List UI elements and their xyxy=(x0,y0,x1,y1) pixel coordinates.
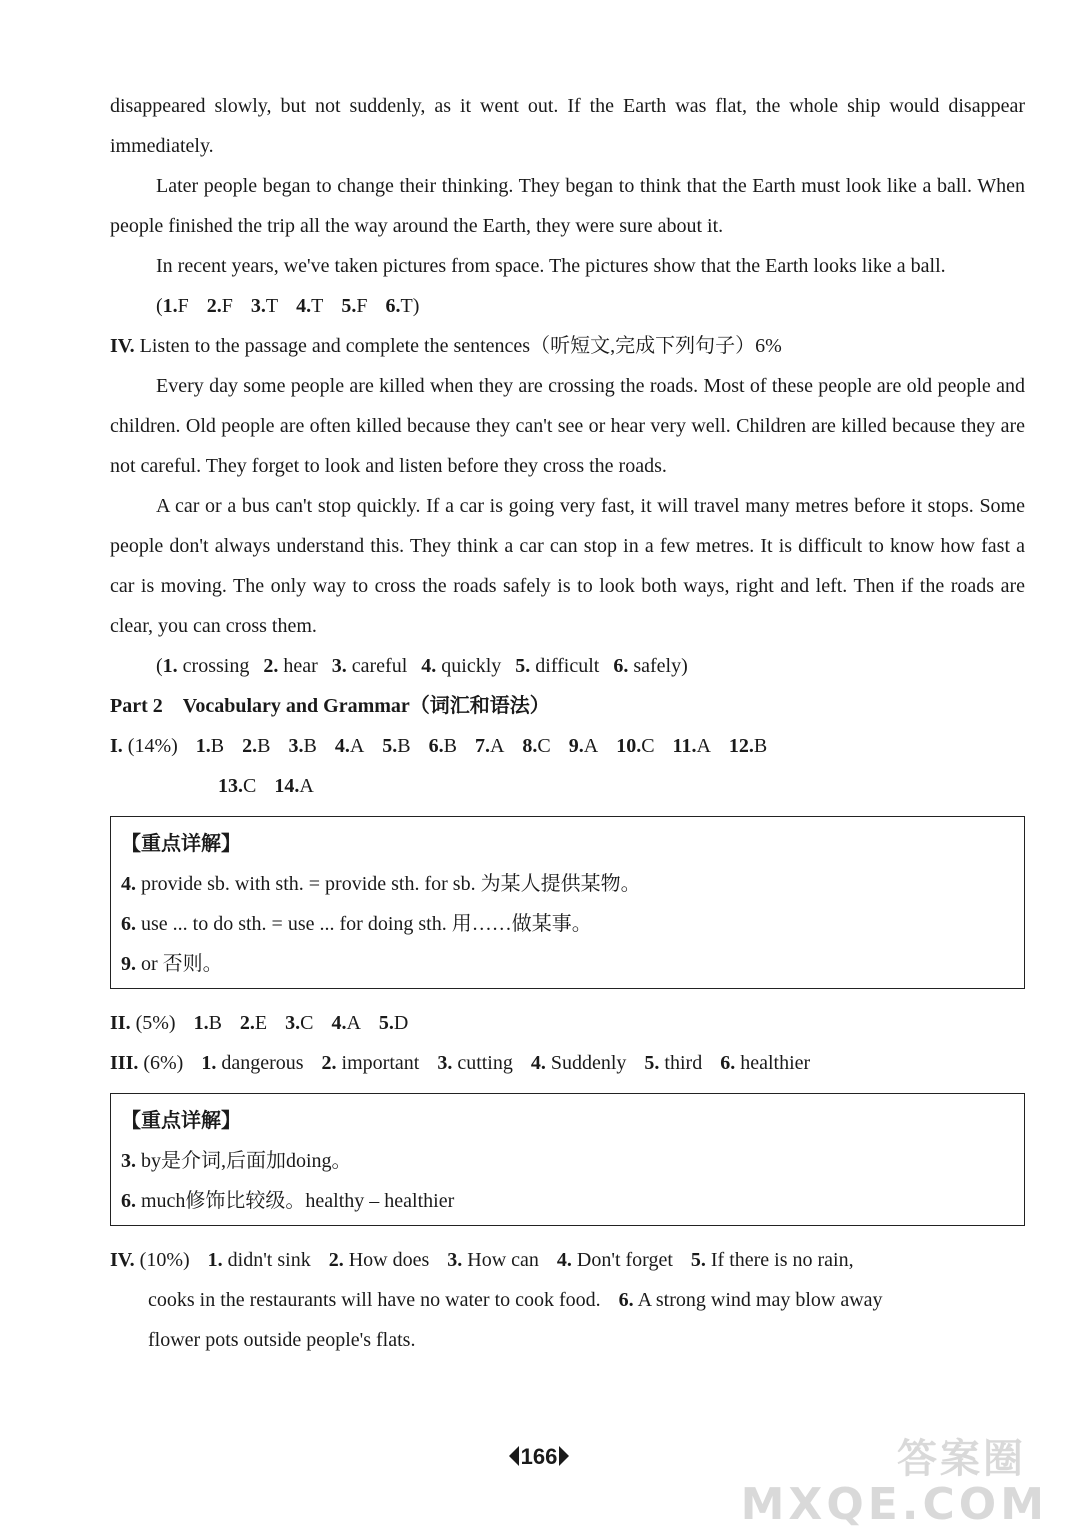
answer-num: 2. xyxy=(263,655,279,677)
answer-num: 5. xyxy=(690,1249,706,1271)
answer-value: C xyxy=(641,735,655,757)
answer-value: B xyxy=(753,735,768,757)
answer-value: C xyxy=(537,735,551,757)
item-num: 6. xyxy=(121,1190,136,1212)
answer-num: 3. xyxy=(288,735,304,757)
left-triangle-icon xyxy=(509,1446,519,1466)
answer-num: 5. xyxy=(382,735,398,757)
part2-section-iv-answers-cont2 xyxy=(110,1320,1025,1360)
answer-num: 5. xyxy=(515,655,531,677)
item-num: 4. xyxy=(121,873,136,895)
answer-num: 3. xyxy=(447,1249,463,1271)
paragraph-crossing-roads: Every day some people are killed when they are crossing the roads. Most of these people are old people and children. Old people are often killed because they can't see or hear very well. Children are killed because they are not careful. They forget to look and listen before they cross the roads. xyxy=(110,375,1025,477)
section-percent: (10%) xyxy=(139,1249,190,1271)
section-number: II. xyxy=(110,1012,131,1034)
answer-value: F xyxy=(177,295,189,317)
answer-num: 2. xyxy=(239,1012,255,1034)
answer-num: 14. xyxy=(274,775,300,797)
key-explanation-box xyxy=(110,1093,1025,1226)
section-number: I. xyxy=(110,735,123,757)
answer-value: D xyxy=(393,1012,409,1034)
answer-num: 6. xyxy=(428,735,444,757)
answer-num: 9. xyxy=(568,735,584,757)
answer-num: 5. xyxy=(378,1012,394,1034)
answer-num: 13. xyxy=(218,775,243,797)
answer-value: hear xyxy=(283,655,318,677)
key-explanation-box xyxy=(110,816,1025,989)
answer-num: 6. xyxy=(385,295,401,317)
answer-value: A xyxy=(299,775,314,797)
section-percent: (6%) xyxy=(143,1052,184,1074)
part2-section-ii-answers xyxy=(110,1003,1025,1043)
answer-value: quickly xyxy=(441,655,502,677)
answer-value: cooks in the restaurants will have no water to cook food. xyxy=(148,1289,601,1311)
answer-num: 7. xyxy=(474,735,490,757)
answer-value: Don't forget xyxy=(576,1249,673,1271)
answer-num: 2. xyxy=(328,1249,344,1271)
answer-num: 6. xyxy=(720,1052,736,1074)
answer-value: If there is no rain, xyxy=(710,1249,854,1271)
answer-value: B xyxy=(443,735,457,757)
answer-value: How can xyxy=(467,1249,539,1271)
answer-value: didn't sink xyxy=(227,1249,311,1271)
answer-num: 12. xyxy=(728,735,754,757)
answer-num: 1. xyxy=(201,1052,217,1074)
answer-value: C xyxy=(300,1012,314,1034)
box-item xyxy=(121,944,1014,984)
answer-num: 3. xyxy=(285,1012,301,1034)
answer-value: A xyxy=(489,735,505,757)
section-iv-heading xyxy=(110,326,1025,366)
answer-value: B xyxy=(208,1012,222,1034)
answer-num: 10. xyxy=(616,735,642,757)
answer-num: 4. xyxy=(331,1012,347,1034)
answer-value: C xyxy=(243,775,257,797)
box-item xyxy=(121,864,1014,904)
answer-value: E xyxy=(254,1012,268,1034)
answer-value: dangerous xyxy=(221,1052,304,1074)
answer-value: third xyxy=(664,1052,703,1074)
answer-value: How does xyxy=(348,1249,430,1271)
answer-value: A strong wind may blow away xyxy=(637,1289,883,1311)
watermark-site: MXQE.COM xyxy=(740,1479,1048,1530)
answer-num: 2. xyxy=(206,295,222,317)
answer-value: careful xyxy=(351,655,408,677)
page-content xyxy=(110,86,1025,1360)
answer-num: 3. xyxy=(250,295,266,317)
answer-value: cutting xyxy=(457,1052,513,1074)
watermark-logo: 答案圈 xyxy=(897,1436,1026,1482)
section-percent: (14%) xyxy=(127,735,178,757)
item-text: much修饰比较级。healthy – healthier xyxy=(141,1190,455,1212)
answer-num: 1. xyxy=(195,735,211,757)
answer-value: B xyxy=(397,735,411,757)
answer-value: safely xyxy=(633,655,682,677)
answer-num: 11. xyxy=(672,735,697,757)
answer-value: B xyxy=(303,735,317,757)
section-number: IV. xyxy=(110,1249,135,1271)
answer-num: 4. xyxy=(421,655,437,677)
part2-section-i-answers-cont xyxy=(110,766,1025,806)
answer-value: important xyxy=(341,1052,420,1074)
answer-value: T xyxy=(311,295,324,317)
answer-num: 2. xyxy=(242,735,258,757)
part2-section-iv-answers xyxy=(110,1240,1025,1280)
box-item xyxy=(121,904,1014,944)
answer-num: 4. xyxy=(556,1249,572,1271)
paragraph-earth-ship: disappeared slowly, but not suddenly, as it went out. If the Earth was flat, the whole ship would disappear immediately. xyxy=(110,95,1025,157)
answer-num: 6. xyxy=(618,1289,634,1311)
box-heading: 【重点详解】 xyxy=(121,833,241,855)
item-num: 3. xyxy=(121,1150,136,1172)
answer-value: B xyxy=(257,735,271,757)
section-percent: (5%) xyxy=(135,1012,176,1034)
answer-num: 1. xyxy=(207,1249,223,1271)
section-number: IV. xyxy=(110,335,135,357)
answer-num: 1. xyxy=(162,295,178,317)
part2-title: Part 2 Vocabulary and Grammar（词汇和语法） xyxy=(110,695,550,717)
answer-num: 4. xyxy=(530,1052,546,1074)
answer-num: 8. xyxy=(522,735,538,757)
answer-num: 1. xyxy=(193,1012,209,1034)
answer-value: T xyxy=(400,295,413,317)
answer-num: 5. xyxy=(341,295,357,317)
section-title: Listen to the passage and complete the sentences（听短文,完成下列句子）6% xyxy=(139,335,782,357)
answer-value: A xyxy=(349,735,365,757)
answers-section-3: (1.F 2.F 3.T 4.T 5.F 6.T) xyxy=(156,295,420,317)
answer-value: F xyxy=(221,295,233,317)
answer-num: 6. xyxy=(613,655,629,677)
answer-value: flower pots outside people's flats. xyxy=(148,1329,416,1351)
answer-value: T xyxy=(265,295,279,317)
part2-section-i-answers xyxy=(110,726,1025,766)
answer-value: A xyxy=(696,735,711,757)
item-num: 6. xyxy=(121,913,136,935)
box-item xyxy=(121,1181,1014,1221)
item-text: by是介词,后面加doing。 xyxy=(141,1150,352,1172)
answers-section-4: (1. crossing 2. hear 3. careful 4. quickly 5. difficult 6. safely) xyxy=(156,655,688,677)
answer-value: B xyxy=(210,735,225,757)
answer-value: crossing xyxy=(182,655,250,677)
paragraph-later-people: Later people began to change their thinking. They began to think that the Earth must look like a ball. When people finished the trip all the way around the Earth, they were sure about it. xyxy=(110,175,1025,237)
answer-num: 5. xyxy=(644,1052,660,1074)
paragraph-car-bus: A car or a bus can't stop quickly. If a car is going very fast, it will travel many metres before it stops. Some people don't always understand this. They think a car can stop in a few metres. It is difficult to know how fast a car is moving. The only way to cross the roads safely is to look both ways, right and left. Then if the roads are clear, you can cross them. xyxy=(110,495,1025,637)
item-text: or 否则。 xyxy=(141,953,223,975)
page-number: 166 xyxy=(520,1444,558,1469)
answer-num: 3. xyxy=(437,1052,453,1074)
answer-num: 4. xyxy=(296,295,312,317)
answer-num: 1. xyxy=(162,655,178,677)
part2-section-iv-answers-cont xyxy=(110,1280,1025,1320)
answer-value: healthier xyxy=(740,1052,811,1074)
item-num: 9. xyxy=(121,953,136,975)
item-text: use ... to do sth. = use ... for doing sth. 用……做某事。 xyxy=(141,913,592,935)
answer-num: 2. xyxy=(321,1052,337,1074)
answer-num: 4. xyxy=(334,735,350,757)
answer-value: difficult xyxy=(535,655,600,677)
answer-value: F xyxy=(356,295,368,317)
answer-value: Suddenly xyxy=(550,1052,627,1074)
answer-value: A xyxy=(583,735,599,757)
paragraph-recent-years: In recent years, we've taken pictures from space. The pictures show that the Earth looks like a ball. xyxy=(156,255,946,277)
box-heading: 【重点详解】 xyxy=(121,1110,241,1132)
answer-num: 3. xyxy=(331,655,347,677)
right-triangle-icon xyxy=(559,1446,569,1466)
section-number: III. xyxy=(110,1052,139,1074)
answer-value: A xyxy=(346,1012,361,1034)
part2-section-iii-answers xyxy=(110,1043,1025,1083)
item-text: provide sb. with sth. = provide sth. for sb. 为某人提供某物。 xyxy=(141,873,641,895)
box-item xyxy=(121,1141,1014,1181)
